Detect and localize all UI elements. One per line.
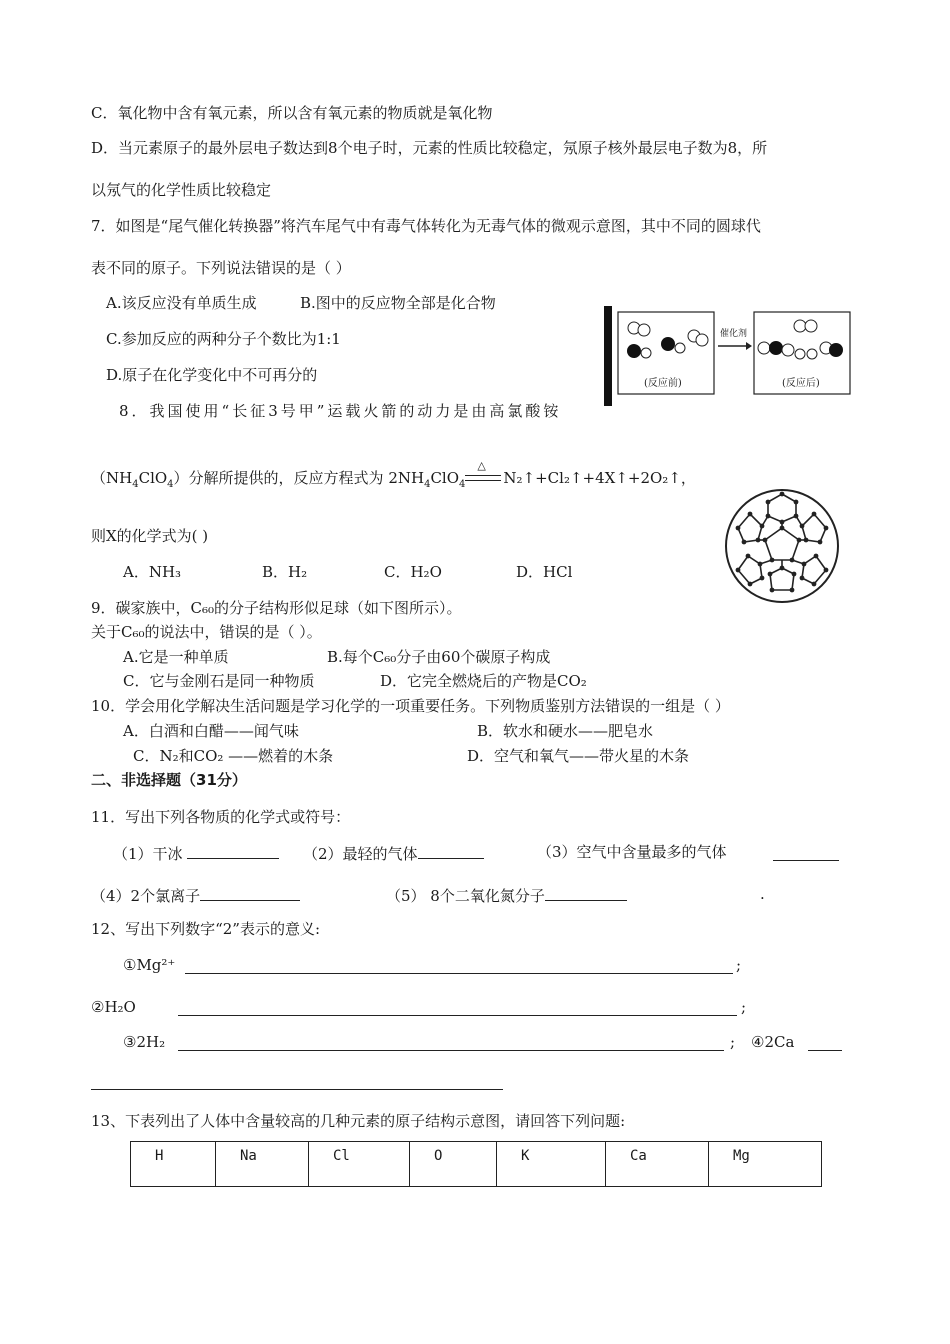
- atom-black: [627, 344, 641, 358]
- q7-option-c: C.参加反应的两种分子个数比为1:1: [106, 330, 341, 348]
- q9-stem-line1: 9．碳家族中，C₆₀的分子结构形似足球（如下图所示）。: [91, 599, 462, 617]
- q12-semicolon: ;: [741, 998, 747, 1016]
- q11-item2-label: （2）最轻的气体: [303, 845, 418, 863]
- q7-stem-line1: 7．如图是“尾气催化转换器”将汽车尾气中有毒气体转化为无毒气体的微观示意图，其中不同的圆球代: [91, 217, 761, 235]
- atom-white: [638, 324, 650, 336]
- section-heading: 二、非选择题（31分）: [91, 771, 247, 789]
- q10-option-b: B．软水和硬水——肥皂水: [477, 722, 654, 740]
- atom-white: [758, 342, 770, 354]
- c60-fullerene-figure: [720, 484, 844, 608]
- q8-text: ClO: [138, 469, 168, 487]
- reaction-figure: [604, 306, 854, 406]
- q7-option-d: D.原子在化学变化中不可再分的: [106, 366, 318, 384]
- arrow-label: 催化剂: [720, 329, 748, 339]
- before-label: (反应前): [644, 378, 682, 389]
- answer-blank[interactable]: [178, 1034, 724, 1051]
- q12-semicolon: ;: [736, 956, 742, 974]
- answer-blank[interactable]: [808, 1034, 842, 1051]
- reaction-diagram-svg: [604, 306, 854, 406]
- q9-option-c: C．它与金刚石是同一种物质: [123, 672, 315, 690]
- table-cell: H: [131, 1142, 216, 1187]
- q8-stem-line1: 8．我国使用“长征3号甲”运载火箭的动力是由高氯酸铵: [119, 402, 562, 420]
- q8-text: ）分解所提供的，反应方程式为 2NH: [173, 469, 425, 487]
- table-cell: Mg: [709, 1142, 822, 1187]
- q10-option-d: D．空气和氧气——带火星的木条: [467, 747, 690, 765]
- q10-option-c: C．N₂和CO₂ ——燃着的木条: [133, 747, 334, 765]
- arrow-head: [746, 342, 752, 350]
- answer-blank[interactable]: [200, 884, 300, 901]
- table-row: [131, 1142, 822, 1187]
- q11-item1: [113, 842, 279, 864]
- q9-stem-line2: 关于C₆₀的说法中，错误的是（ ）。: [91, 623, 322, 641]
- q12-item4-label: ④2Ca: [751, 1033, 795, 1051]
- q11-item4: [91, 884, 300, 906]
- q8-option-d: D．HCl: [516, 563, 573, 581]
- q8-text: （NH: [91, 469, 133, 487]
- q8-option-c: C．H₂O: [384, 563, 442, 581]
- q10-stem: 10．学会用化学解决生活问题是学习化学的一项重要任务。下列物质鉴别方法错误的一组是（ ）: [91, 697, 730, 715]
- q11-item5-label: （5） 8个二氧化氮分子: [386, 887, 545, 905]
- answer-blank[interactable]: [91, 1073, 503, 1090]
- element-table: [130, 1141, 822, 1187]
- q12-item2-label: ②H₂O: [91, 998, 136, 1016]
- q9-option-d: D．它完全燃烧后的产物是CO₂: [380, 672, 587, 690]
- atom-black: [661, 337, 675, 351]
- q11-item5: [386, 884, 627, 906]
- q8-text: ClO: [430, 469, 460, 487]
- table-cell: K: [497, 1142, 606, 1187]
- atom-white: [696, 334, 708, 346]
- q11-item4-label: （4）2个氯离子: [91, 887, 201, 905]
- q11-end-dot: .: [760, 885, 765, 903]
- q9-option-b: B.每个C₆₀分子由60个碳原子构成: [327, 648, 551, 666]
- answer-blank[interactable]: [185, 957, 733, 974]
- q9-option-a: A.它是一种单质: [123, 648, 229, 666]
- q11-item1-label: （1）干冰: [113, 845, 183, 863]
- q10-option-a: A．白酒和白醋——闻气味: [123, 722, 299, 740]
- q11-item3: [537, 842, 727, 862]
- after-label: (反应后): [782, 378, 820, 389]
- q11-item2: [303, 842, 484, 864]
- q7-stem-line2: 表不同的原子。下列说法错误的是（ ）: [91, 259, 351, 277]
- table-cell: Ca: [606, 1142, 709, 1187]
- equation-equals: [465, 459, 503, 486]
- q7-option-b: B.图中的反应物全部是化合物: [300, 294, 496, 312]
- q13-stem: 13、下表列出了人体中含量较高的几种元素的原子结构示意图，请回答下列问题:: [91, 1112, 626, 1130]
- answer-blank[interactable]: [178, 999, 737, 1016]
- atom-white: [675, 343, 685, 353]
- q11-item3-label: （3）空气中含量最多的气体: [537, 843, 727, 861]
- q8-products: N₂↑+Cl₂↑+4X↑+2O₂↑，: [503, 469, 696, 487]
- atom-white: [795, 349, 805, 359]
- atom-white: [805, 320, 817, 332]
- q12-stem: 12、写出下列数字“2”表示的意义:: [91, 920, 321, 938]
- heat-symbol: △: [477, 459, 486, 472]
- atom-white: [641, 348, 651, 358]
- answer-blank[interactable]: [545, 884, 627, 901]
- q8-stem-line2: $(NH_4ClO_4)$分解所提供的，反应方程式为 $2NH_4ClO_4$ △ N₂↑+Cl₂↑+4X↑+2O₂↑，: [91, 468, 696, 495]
- q6-option-d-line1: D．当元素原子的最外层电子数达到8个电子时，元素的性质比较稳定，氖原子核外最层电子数为8，所: [91, 139, 768, 157]
- table-cell: O: [410, 1142, 497, 1187]
- q8-option-b: B．H₂: [262, 563, 308, 581]
- q12-semicolon: ;: [730, 1033, 736, 1051]
- atom-white: [794, 320, 806, 332]
- atom-white: [782, 344, 794, 356]
- q7-option-a: A.该反应没有单质生成: [106, 294, 257, 312]
- q6-option-c: C．氧化物中含有氧元素，所以含有氧元素的物质就是氧化物: [91, 104, 493, 122]
- q12-item1-label: ①Mg²⁺: [123, 956, 176, 974]
- answer-blank[interactable]: [187, 842, 279, 859]
- q8-stem-line3: 则X的化学式为( ): [91, 527, 209, 545]
- atom-black: [829, 343, 843, 357]
- answer-blank[interactable]: [773, 844, 839, 861]
- q12-item3-label: ③2H₂: [123, 1033, 166, 1051]
- q6-option-d-line2: 以氖气的化学性质比较稳定: [91, 181, 272, 199]
- q8-option-a: A．NH₃: [123, 563, 182, 581]
- table-cell: Cl: [309, 1142, 410, 1187]
- atom-black: [769, 341, 783, 355]
- atom-white: [807, 349, 817, 359]
- answer-blank[interactable]: [418, 842, 484, 859]
- table-cell: Na: [216, 1142, 309, 1187]
- q11-stem: 11．写出下列各物质的化学式或符号：: [91, 808, 351, 826]
